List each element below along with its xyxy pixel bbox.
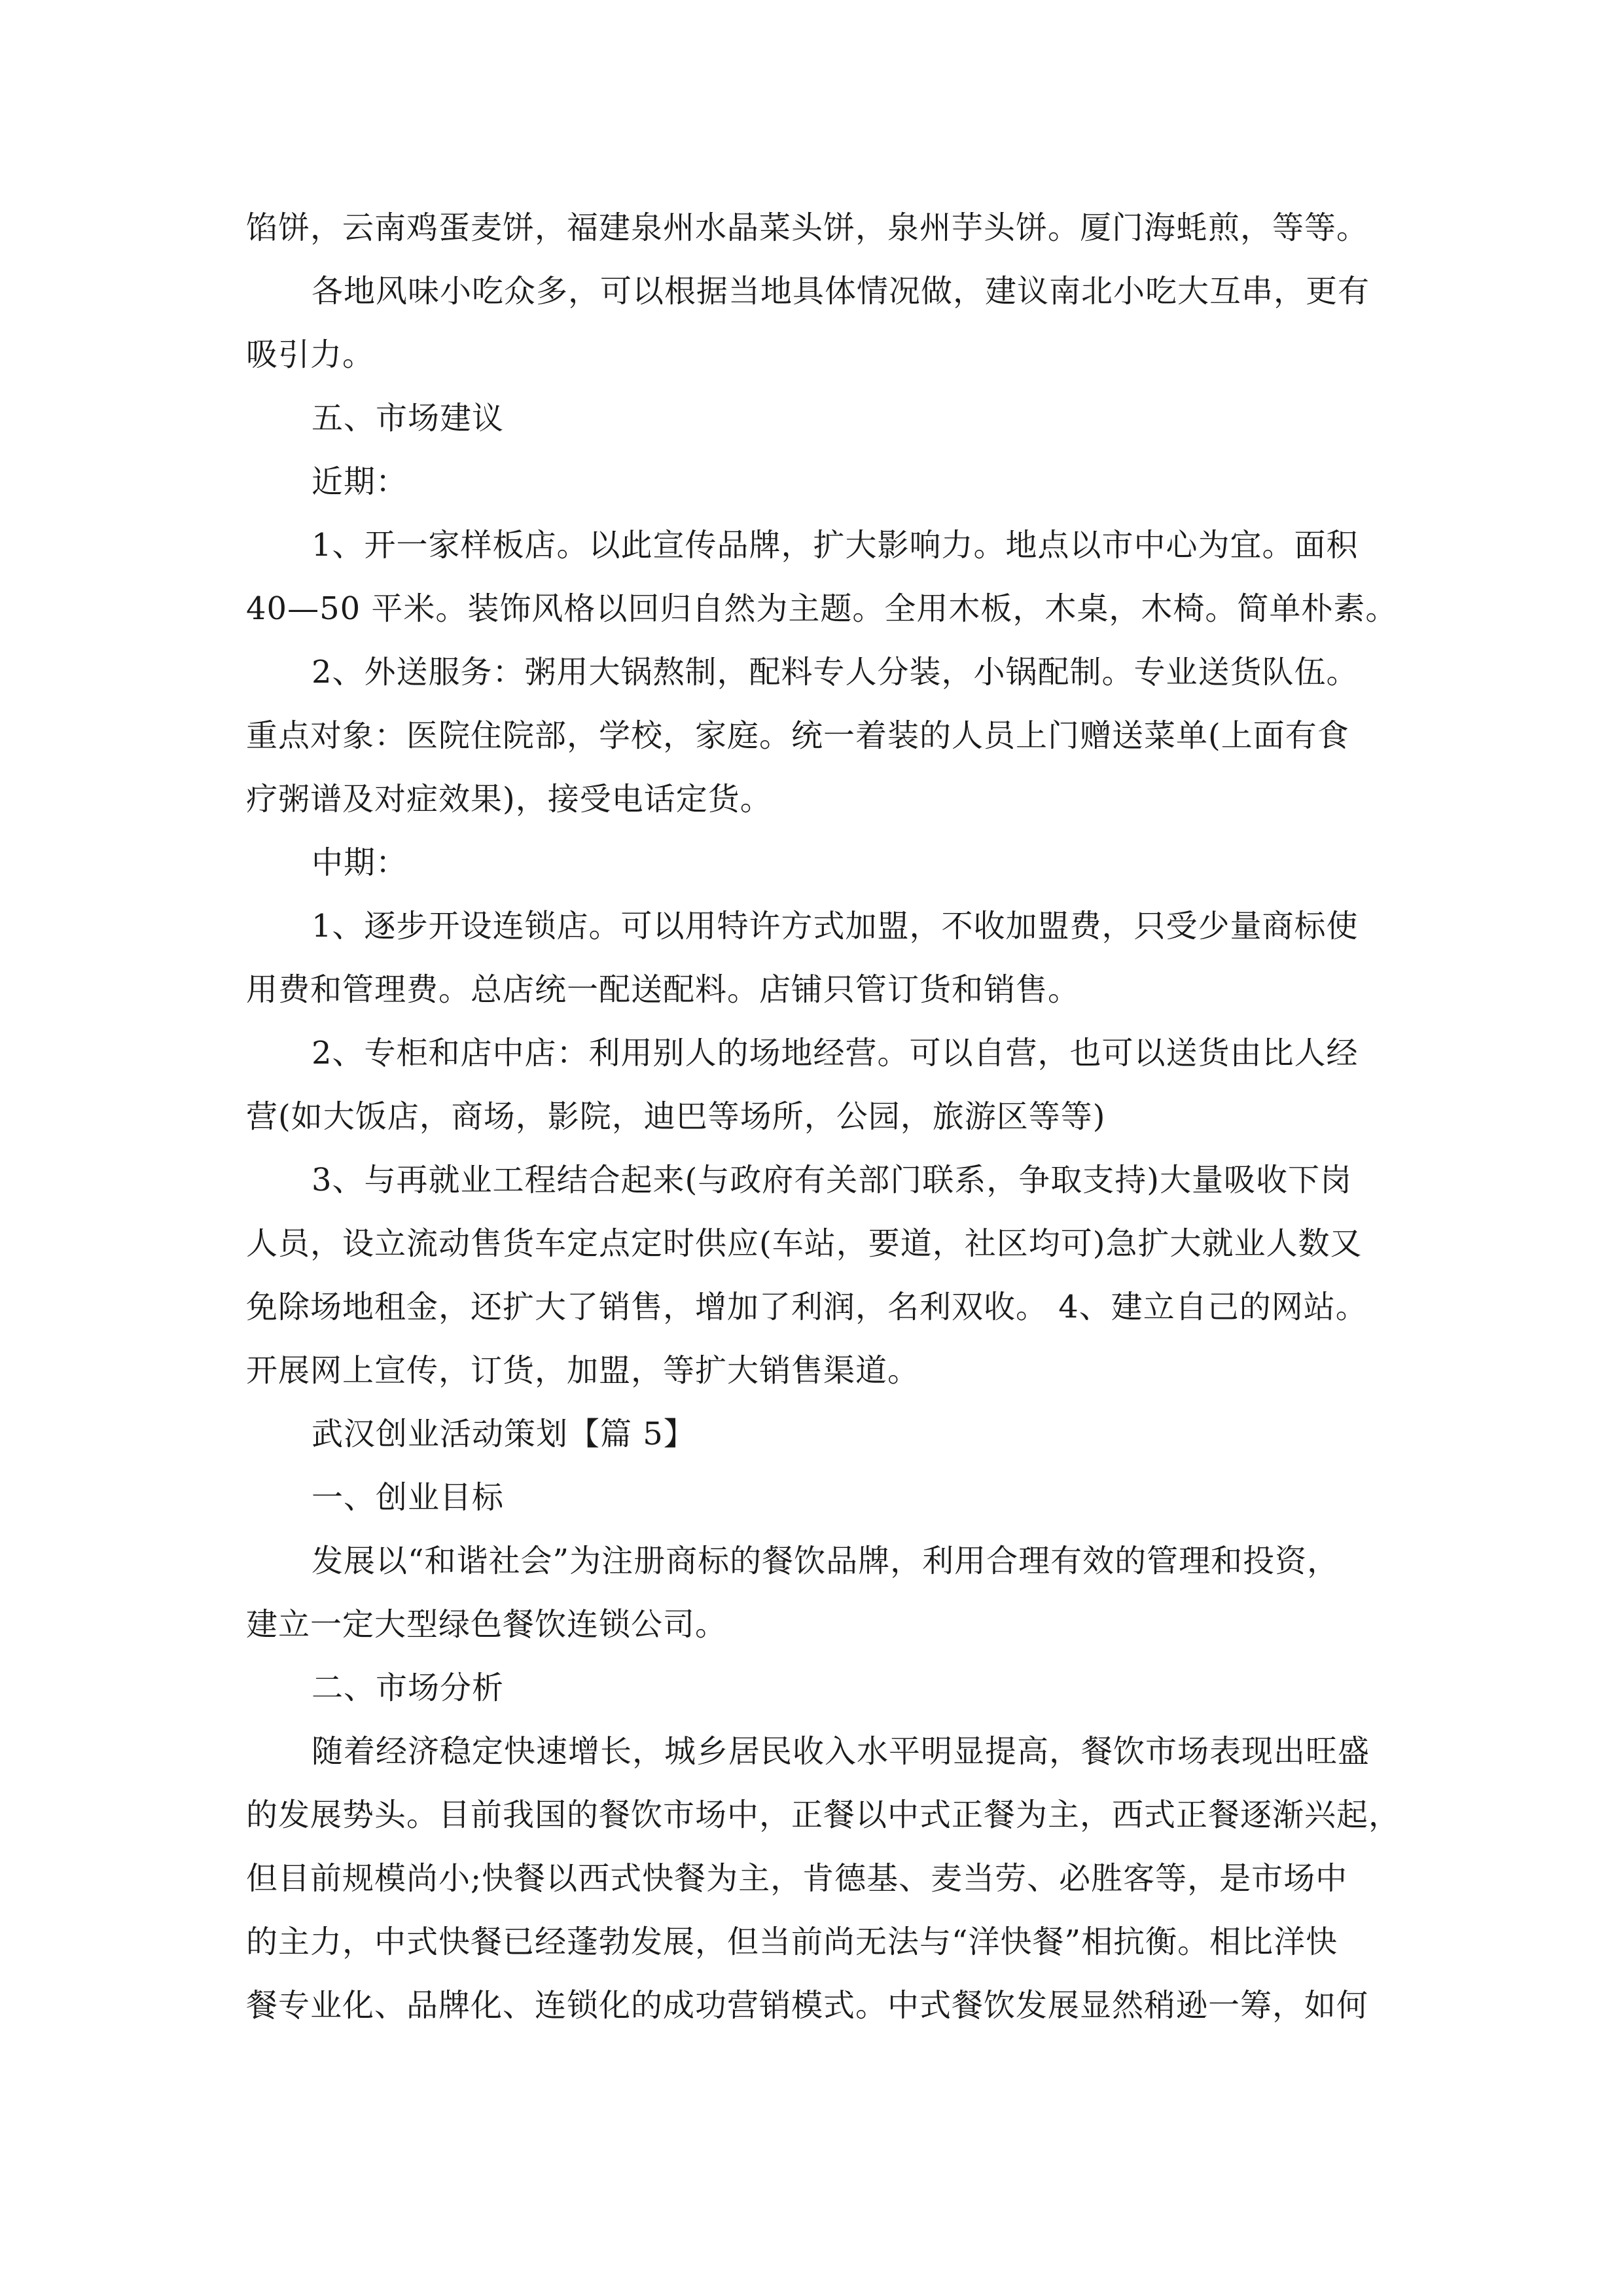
text-line: 发展以“和谐社会”为注册商标的餐饮品牌，利用合理有效的管理和投资， — [312, 1543, 1340, 1579]
text-line: 人员，设立流动售货车定点定时供应(车站，要道，社区均可)急扩大就业人数又 — [246, 1225, 1363, 1262]
text-line: 开展网上宣传，订货，加盟，等扩大销售渠道。 — [246, 1352, 920, 1389]
text-line: 的发展势头。目前我国的餐饮市场中，正餐以中式正餐为主，西式正餐逐渐兴起， — [246, 1797, 1401, 1833]
text-line: 2、外送服务：粥用大锅熬制，配料专人分装，小锅配制。专业送货队伍。 — [312, 654, 1359, 691]
text-line: 1、逐步开设连锁店。可以用特许方式加盟，不收加盟费，只受少量商标使 — [312, 908, 1359, 944]
section-heading: 五、市场建议 — [312, 400, 505, 437]
document-body — [246, 196, 1401, 2037]
subsection-heading: 中期： — [312, 844, 408, 881]
text-line: 的主力，中式快餐已经蓬勃发展，但当前尚无法与“洋快餐”相抗衡。相比洋快 — [246, 1924, 1338, 1960]
text-line: 但目前规模尚小;快餐以西式快餐为主，肯德基、麦当劳、必胜客等，是市场中 — [246, 1860, 1348, 1897]
text-line: 馅饼，云南鸡蛋麦饼，福建泉州水晶菜头饼，泉州芋头饼。厦门海蚝煎，等等。 — [246, 209, 1369, 246]
section-heading: 二、市场分析 — [312, 1670, 505, 1706]
text-line: 免除场地租金，还扩大了销售，增加了利润，名利双收。 4、建立自己的网站。 — [246, 1289, 1368, 1325]
text-line: 2、专柜和店中店：利用别人的场地经营。可以自营，也可以送货由比人经 — [312, 1035, 1359, 1071]
text-line: 40—50 平米。装饰风格以回归自然为主题。全用木板，木桌，木椅。简单朴素。 — [246, 590, 1398, 627]
text-line: 用费和管理费。总店统一配送配料。店铺只管订货和销售。 — [246, 971, 1080, 1008]
text-line: 各地风味小吃众多，可以根据当地具体情况做，建议南北小吃大互串，更有 — [312, 273, 1370, 310]
text-line: 餐专业化、品牌化、连锁化的成功营销模式。中式餐饮发展显然稍逊一筹，如何 — [246, 1987, 1369, 2024]
text-line: 3、与再就业工程结合起来(与政府有关部门联系，争取支持)大量吸收下岗 — [312, 1162, 1352, 1198]
text-line: 营(如大饭店，商场，影院，迪巴等场所，公园，旅游区等等) — [246, 1098, 1106, 1135]
text-line: 重点对象：医院住院部，学校，家庭。统一着装的人员上门赠送菜单(上面有食 — [246, 717, 1349, 754]
text-line: 随着经济稳定快速增长，城乡居民收入水平明显提高，餐饮市场表现出旺盛 — [312, 1733, 1370, 1770]
text-line: 建立一定大型绿色餐饮连锁公司。 — [246, 1606, 728, 1643]
text-line: 疗粥谱及对症效果)，接受电话定货。 — [246, 781, 772, 817]
subsection-heading: 近期： — [312, 463, 408, 500]
section-heading: 一、创业目标 — [312, 1479, 505, 1516]
text-line: 吸引力。 — [246, 336, 375, 373]
text-line: 1、开一家样板店。以此宣传品牌，扩大影响力。地点以市中心为宜。面积 — [312, 527, 1359, 564]
article-title: 武汉创业活动策划【篇 5】 — [312, 1416, 696, 1452]
